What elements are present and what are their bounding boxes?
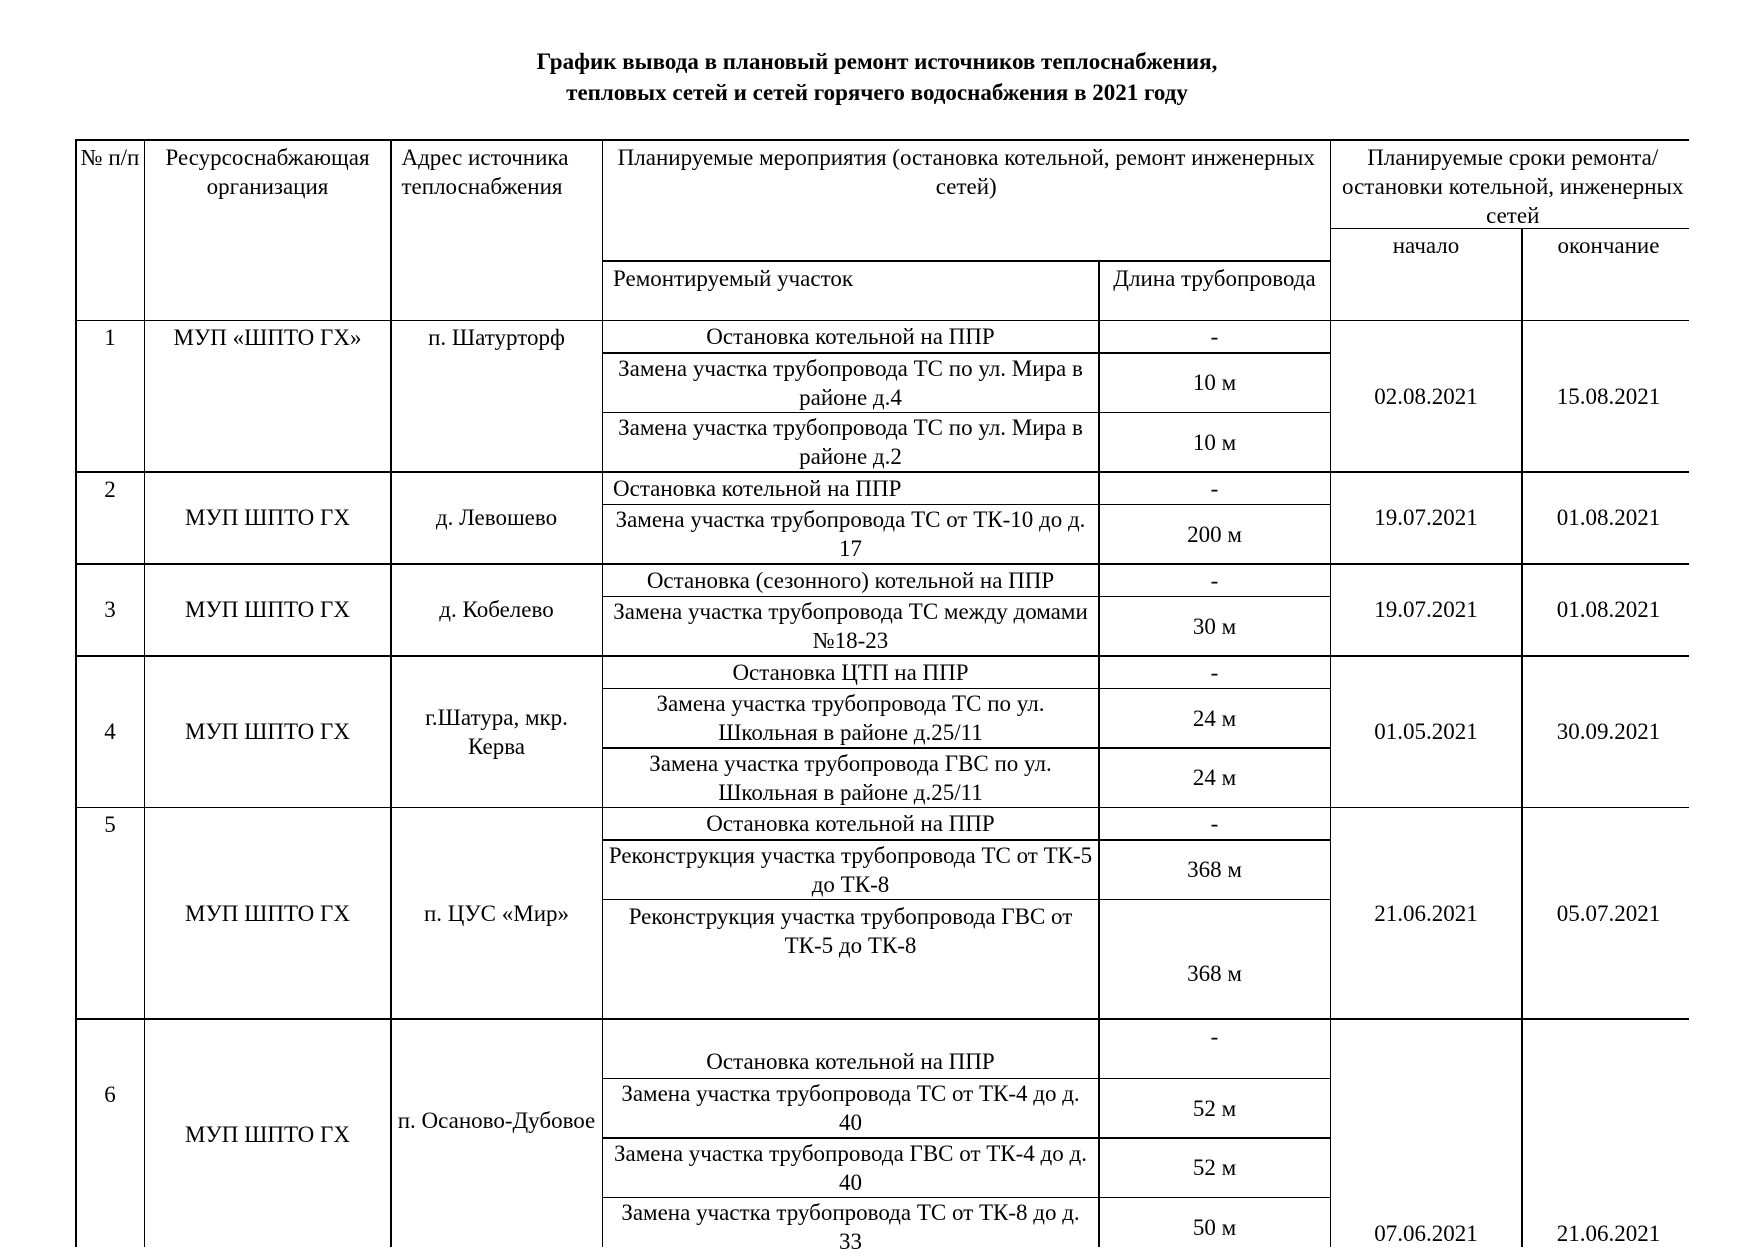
- repair-schedule-table: [75, 139, 1689, 1247]
- row-6-work-2: Замена участка трубопровода ТС от ТК-4 до д. 40: [603, 1079, 1098, 1137]
- header-organization: Ресурсоснабжающая организация: [145, 141, 390, 320]
- row-6-length-2: 52 м: [1100, 1079, 1330, 1137]
- row-4-length-2: 24 м: [1100, 689, 1330, 747]
- row-4-length-3: 24 м: [1100, 749, 1330, 807]
- header-pipe-length: Длина трубопровода: [1100, 262, 1330, 320]
- header-start: начало: [1331, 229, 1521, 320]
- row-5-work-3: Реконструкция участка трубопровода ГВС от ТК-5 до ТК-8: [603, 900, 1098, 1018]
- row-1-length-3: 10 м: [1100, 413, 1330, 471]
- row-1-number: 1: [77, 321, 144, 471]
- row-1-start-date: 02.08.2021: [1331, 321, 1521, 471]
- row-3-length-1: -: [1100, 565, 1330, 596]
- row-5-work-1: Остановка котельной на ППР: [603, 808, 1098, 839]
- row-6-work-1: Остановка котельной на ППР: [603, 1020, 1098, 1078]
- row-4-end-date: 30.09.2021: [1523, 657, 1695, 807]
- row-2-work-2: Замена участка трубопровода ТС от ТК-10 до д. 17: [603, 505, 1098, 563]
- row-3-address: д. Кобелево: [392, 565, 602, 656]
- row-2-end-date: 01.08.2021: [1523, 473, 1695, 564]
- row-3-work-2: Замена участка трубопровода ТС между домами №18-23: [603, 597, 1098, 655]
- row-3-length-2: 30 м: [1100, 597, 1330, 655]
- row-6-length-1: -: [1100, 1020, 1330, 1078]
- header-end: окончание: [1523, 229, 1695, 320]
- row-2-number: 2: [77, 473, 144, 564]
- header-number: № п/п: [77, 141, 144, 320]
- row-1-work-3: Замена участка трубопровода ТС по ул. Мира в районе д.2: [603, 413, 1098, 471]
- row-6-number: 6: [77, 1020, 144, 1256]
- row-6-length-4: 50 м: [1100, 1198, 1330, 1256]
- header-repair-section: Ремонтируемый участок: [603, 262, 1098, 320]
- row-5-length-2: 368 м: [1100, 841, 1330, 899]
- row-6-work-4: Замена участка трубопровода ТС от ТК-8 до д. 33: [603, 1198, 1098, 1256]
- header-planned-dates: Планируемые сроки ремонта/остановки котельной, инженерных сетей: [1331, 141, 1695, 228]
- row-4-work-3: Замена участка трубопровода ГВС по ул. Школьная в районе д.25/11: [603, 749, 1098, 807]
- header-address: Адрес источника теплоснабжения: [392, 141, 602, 320]
- row-5-address: п. ЦУС «Мир»: [392, 808, 602, 1018]
- row-3-number: 3: [77, 565, 144, 656]
- row-4-start-date: 01.05.2021: [1331, 657, 1521, 807]
- row-6-start-date: 07.06.2021: [1331, 1020, 1521, 1256]
- row-1-length-2: 10 м: [1100, 354, 1330, 412]
- row-4-length-1: -: [1100, 657, 1330, 688]
- row-5-end-date: 05.07.2021: [1523, 808, 1695, 1018]
- row-3-organization: МУП ШПТО ГХ: [145, 565, 390, 656]
- row-6-length-3: 52 м: [1100, 1139, 1330, 1197]
- row-4-address: г.Шатура, мкр. Керва: [392, 657, 602, 807]
- row-4-work-2: Замена участка трубопровода ТС по ул. Школьная в районе д.25/11: [603, 689, 1098, 747]
- row-4-work-1: Остановка ЦТП на ППР: [603, 657, 1098, 688]
- row-2-work-1: Остановка котельной на ППР: [603, 473, 1098, 504]
- row-2-length-1: -: [1100, 473, 1330, 504]
- row-5-work-2: Реконструкция участка трубопровода ТС от ТК-5 до ТК-8: [603, 841, 1098, 899]
- row-6-address: п. Осаново-Дубовое: [392, 1020, 602, 1256]
- row-5-length-3: 368 м: [1100, 900, 1330, 1018]
- row-4-number: 4: [77, 657, 144, 807]
- title-line-2: тепловых сетей и сетей горячего водоснабжения в 2021 году: [0, 77, 1754, 108]
- row-1-work-2: Замена участка трубопровода ТС по ул. Мира в районе д.4: [603, 354, 1098, 412]
- row-5-start-date: 21.06.2021: [1331, 808, 1521, 1018]
- row-2-length-2: 200 м: [1100, 505, 1330, 563]
- row-1-work-1: Остановка котельной на ППР: [603, 321, 1098, 352]
- row-1-end-date: 15.08.2021: [1523, 321, 1695, 471]
- row-1-address: п. Шатурторф: [392, 321, 602, 471]
- row-4-organization: МУП ШПТО ГХ: [145, 657, 390, 807]
- row-1-length-1: -: [1100, 321, 1330, 352]
- row-3-end-date: 01.08.2021: [1523, 565, 1695, 656]
- row-3-start-date: 19.07.2021: [1331, 565, 1521, 656]
- row-5-organization: МУП ШПТО ГХ: [145, 808, 390, 1018]
- document-title: [0, 46, 1754, 108]
- row-1-organization: МУП «ШПТО ГХ»: [145, 321, 390, 471]
- title-line-1: График вывода в плановый ремонт источников теплоснабжения,: [0, 46, 1754, 77]
- header-planned-events: Планируемые мероприятия (остановка котельной, ремонт инженерных сетей): [603, 141, 1330, 261]
- row-6-organization: МУП ШПТО ГХ: [145, 1020, 390, 1256]
- row-2-start-date: 19.07.2021: [1331, 473, 1521, 564]
- row-6-work-3: Замена участка трубопровода ГВС от ТК-4 до д. 40: [603, 1139, 1098, 1197]
- row-2-address: д. Левошево: [392, 473, 602, 564]
- row-5-length-1: -: [1100, 808, 1330, 839]
- row-2-organization: МУП ШПТО ГХ: [145, 473, 390, 564]
- row-5-number: 5: [77, 808, 144, 1018]
- row-3-work-1: Остановка (сезонного) котельной на ППР: [603, 565, 1098, 596]
- row-6-end-date: 21.06.2021: [1523, 1020, 1695, 1256]
